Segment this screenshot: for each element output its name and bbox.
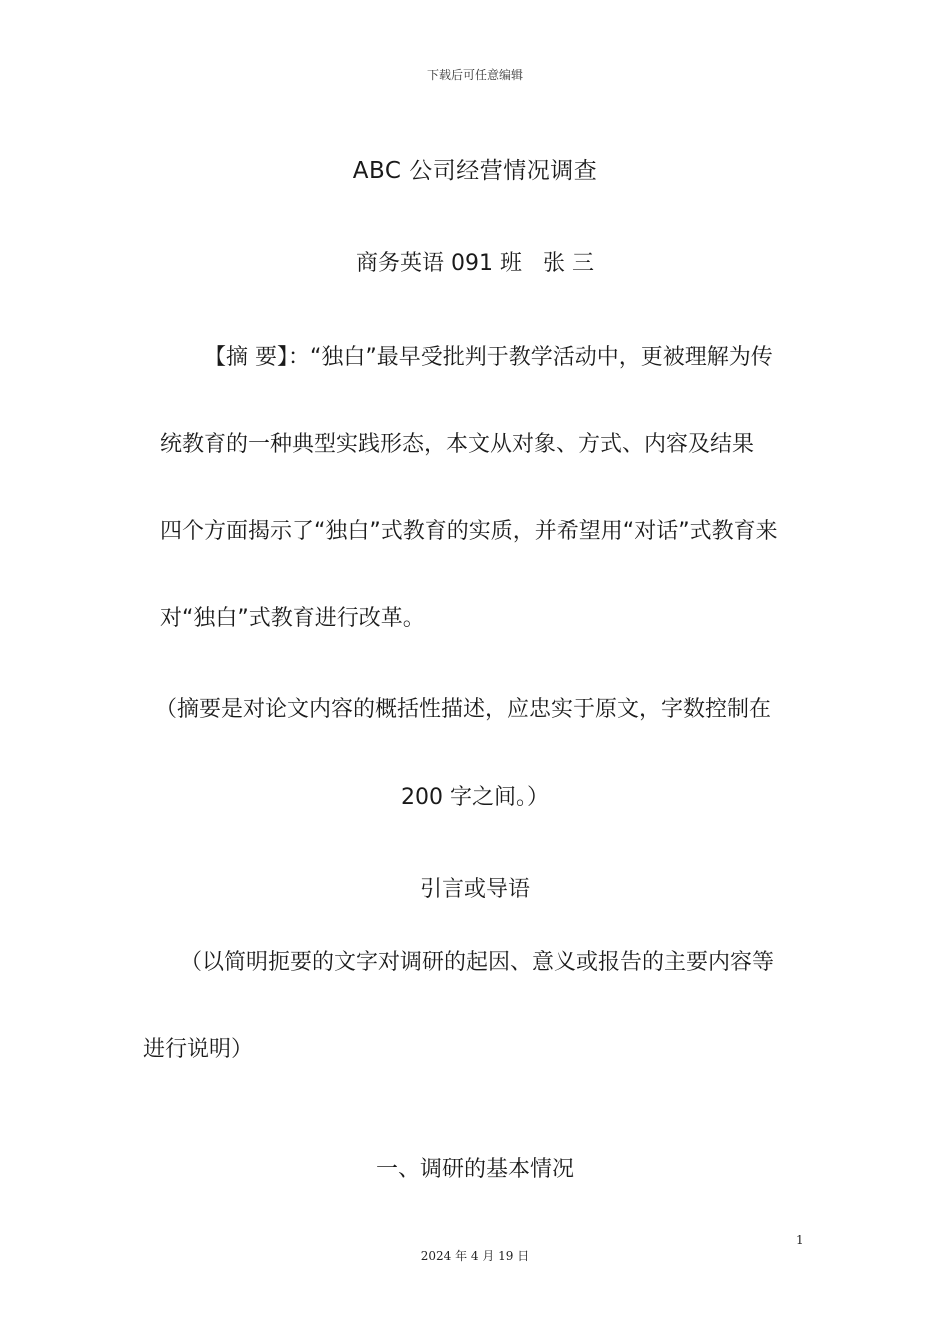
section-heading: 一、调研的基本情况 (375, 1157, 574, 1182)
author-line: 商务英语 091 班 张 三 (356, 251, 594, 276)
abstract-line: 【摘 要】：“独白”最早受批判于教学活动中，更被理解为传 (204, 345, 773, 370)
intro-line: 进行说明） (143, 1037, 254, 1062)
intro-heading: 引言或导语 (419, 877, 530, 902)
footer-date: 2024 年 4 月 19 日 (420, 1249, 530, 1263)
abstract-line: 四个方面揭示了“独白”式教育的实质，并希望用“对话”式教育来 (160, 519, 778, 544)
abstract-note-line: 200 字之间。） (401, 785, 549, 810)
page-number: 1 (796, 1233, 804, 1247)
document-title: ABC 公司经营情况调查 (352, 158, 598, 184)
abstract-line: 对“独白”式教育进行改革。 (160, 606, 425, 631)
abstract-note-line: （摘要是对论文内容的概括性描述，应忠实于原文，字数控制在 (155, 697, 772, 722)
intro-line: （以简明扼要的文字对调研的起因、意义或报告的主要内容等 (180, 950, 775, 975)
header-note: 下载后可任意编辑 (426, 68, 523, 82)
abstract-line: 统教育的一种典型实践形态，本文从对象、方式、内容及结果 (160, 432, 755, 457)
